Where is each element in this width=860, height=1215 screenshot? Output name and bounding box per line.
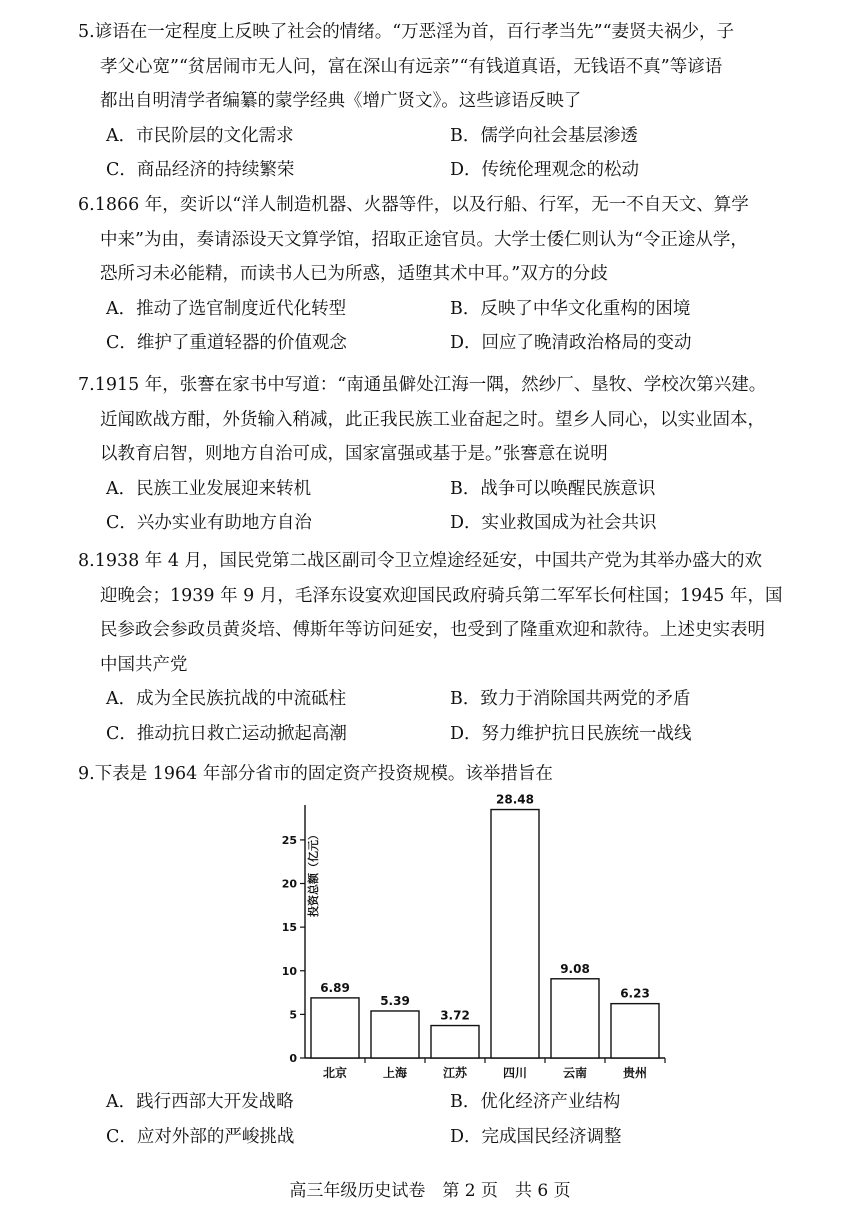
option-b[interactable]: B．儒学向社会基层渗透 [450,125,638,146]
question-stem-line: 迎晚会；1939 年 9 月，毛泽东设宴欢迎国民政府骑兵第二军军长何柱国；1945 年，国 [100,585,783,606]
question-number: 7. [78,375,95,395]
question-stem-line: 1915 年，张謇在家书中写道：“南通虽僻处江海一隅，然纱厂、垦牧、学校次第兴建。 [94,375,767,395]
y-tick-label: 10 [281,964,297,978]
option-c[interactable]: C．维护了重道轻器的价值观念 [106,333,347,353]
bar-value-label: 5.39 [380,993,410,1008]
option-d[interactable]: D．实业救国成为社会共识 [450,513,657,533]
option-a[interactable]: A．民族工业发展迎来转机 [106,478,312,499]
bar-value-label: 28.48 [496,793,534,807]
option-c[interactable]: C．兴办实业有助地方自治 [106,513,312,533]
question-stem-line: 1866 年，奕䜣以“洋人制造机器、火器等件，以及行船、行军，无一不自天文、算学 [94,195,749,215]
bar [491,810,539,1058]
question-9 [78,757,834,792]
option-d[interactable]: D．完成国民经济调整 [450,1126,622,1147]
question-stem-line: 孝父心宽”“贫居闹市无人问，富在深山有远亲”“有钱道真语，无钱语不真”等谚语 [100,56,723,77]
option-a[interactable]: A．市民阶层的文化需求 [106,125,294,146]
option-b[interactable]: B．致力于消除国共两党的矛盾 [450,689,691,709]
question-8 [78,544,834,751]
bar [371,1011,419,1058]
option-c[interactable]: C．应对外部的严峻挑战 [106,1126,295,1147]
x-tick-label: 四川 [502,1066,528,1080]
x-tick-label: 上海 [382,1066,408,1080]
question-number: 8. [78,551,95,571]
bar-value-label: 6.23 [620,986,650,1001]
question-7 [78,368,834,541]
option-d[interactable]: D．回应了晚清政治格局的变动 [450,333,692,353]
bar-value-label: 9.08 [560,961,590,976]
question-number: 9. [78,764,95,784]
option-b[interactable]: B．反映了中华文化重构的困境 [450,298,691,319]
question-6 [78,188,834,361]
question-stem-line: 民参政会参政员黄炎培、傅斯年等访问延安，也受到了隆重欢迎和款待。上述史实表明 [100,620,765,640]
y-tick-label: 0 [289,1052,297,1065]
y-tick-label: 15 [281,921,297,935]
question-stem-line: 近闻欧战方酣，外货输入稍减，此正我民族工业奋起之时。望乡人同心，以实业固本， [100,409,765,430]
x-tick-label: 北京 [322,1066,348,1080]
option-d[interactable]: D．传统伦理观念的松动 [450,160,640,180]
question-stem-line: 以教育启智，则地方自治可成，国家富强或基于是。”张謇意在说明 [100,444,608,464]
option-a[interactable]: A．成为全民族抗战的中流砥柱 [106,689,347,709]
page-footer: 高三年级历史试卷 第 2 页 共 6 页 [289,1181,571,1201]
investment-bar-chart [265,793,685,1093]
option-b[interactable]: B．优化经济产业结构 [450,1092,621,1112]
question-5 [78,15,834,188]
option-c[interactable]: C．商品经济的持续繁荣 [106,160,295,180]
question-stem-line: 中国共产党 [100,654,188,675]
option-a[interactable]: A．践行西部大开发战略 [106,1092,294,1112]
bar [311,998,359,1058]
bar-value-label: 6.89 [320,980,350,995]
option-b[interactable]: B．战争可以唤醒民族意识 [450,478,656,499]
bar [551,979,599,1058]
option-d[interactable]: D．努力维护抗日民族统一战线 [450,723,692,744]
option-c[interactable]: C．推动抗日救亡运动掀起高潮 [106,723,347,744]
y-tick-label: 25 [281,833,297,847]
option-a[interactable]: A．推动了选官制度近代化转型 [106,298,347,319]
bar-value-label: 3.72 [440,1008,470,1023]
question-stem-line: 中来”为由，奏请添设天文算学馆，招取正途官员。大学士倭仁则认为“令正途从学， [100,229,748,250]
x-tick-label: 江苏 [442,1066,468,1080]
question-stem-line: 恐所习未必能精，而读书人已为所惑，适堕其术中耳。”双方的分歧 [100,264,608,284]
y-axis-title: 投资总额（亿元） [307,829,320,917]
question-stem-line: 下表是 1964 年部分省市的固定资产投资规模。该举措旨在 [94,764,553,784]
question-number: 6. [78,195,95,215]
x-tick-label: 贵州 [622,1066,648,1080]
x-tick-label: 云南 [562,1066,588,1080]
question-stem-line: 1938 年 4 月，国民党第二战区副司令卫立煌途经延安，中国共产党为其举办盛大的欢 [94,551,763,571]
bar [611,1004,659,1058]
question-stem-line: 都出自明清学者编纂的蒙学经典《增广贤文》。这些谚语反映了 [100,91,582,111]
question-9-options [78,1085,834,1154]
y-tick-label: 20 [281,877,297,891]
question-stem-line: 谚语在一定程度上反映了社会的情绪。“万恶淫为首，百行孝当先”“妻贤夫祸少，子 [94,22,735,42]
bar [431,1026,479,1058]
question-number: 5. [78,22,95,42]
y-tick-label: 5 [289,1008,297,1022]
